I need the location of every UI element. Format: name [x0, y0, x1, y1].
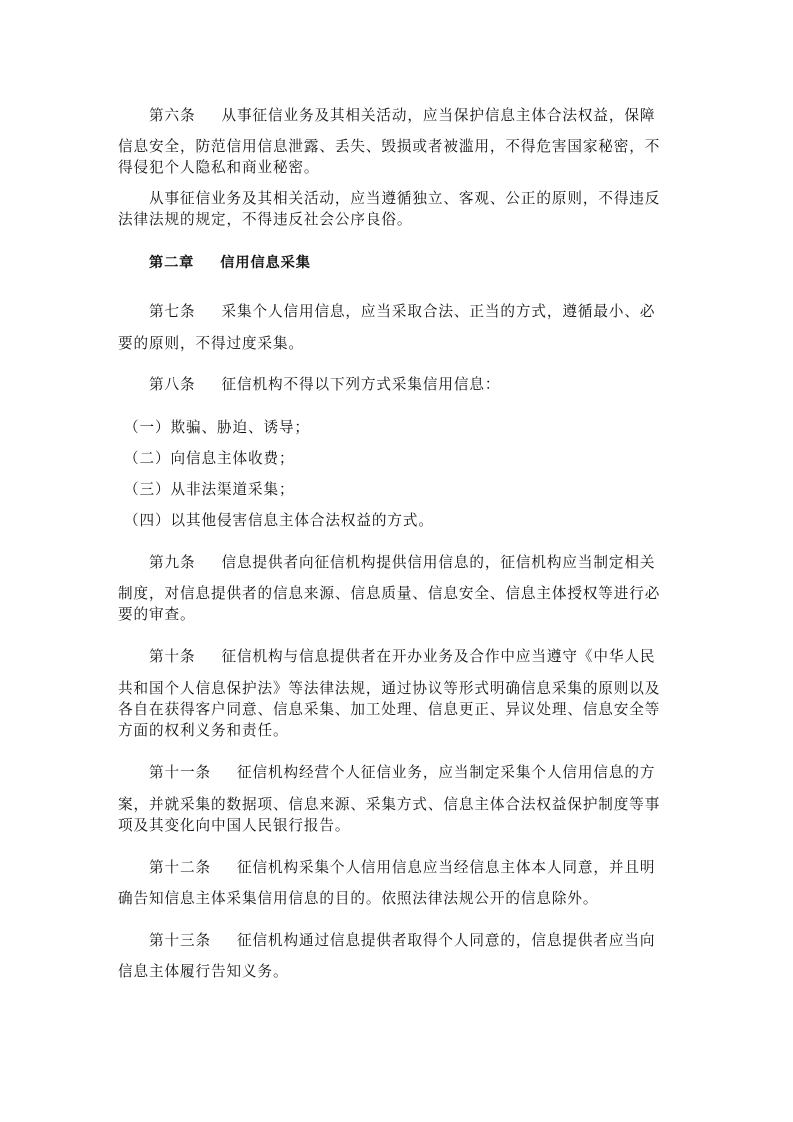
article-10-line-3: 各自在获得客户同意、信息采集、加工处理、信息更正、异议处理、信息安全等: [118, 701, 661, 718]
article-13-line-1: [149, 931, 709, 951]
article-text: 征信机构通过信息提供者取得个人同意的，信息提供者应当向: [236, 932, 656, 949]
article-10-line-2: 共和国个人信息保护法》等法律法规，通过协议等形式明确信息采集的原则以及: [118, 680, 661, 697]
article-9-line-1: [149, 553, 709, 573]
article-11-line-2: 案，并就采集的数据项、信息来源、采集方式、信息主体合法权益保护制度等事: [118, 796, 661, 813]
article-label: 第六条: [149, 107, 196, 124]
article-10-line-1: [149, 647, 709, 667]
article-6-para-2-line-2: 法律法规的规定，不得违反社会公序良俗。: [118, 211, 413, 228]
article-6-para-2-line-1: 从事征信业务及其相关活动，应当遵循独立、客观、公正的原则，不得违反: [149, 190, 661, 207]
article-text: 征信机构采集个人信用信息应当经信息主体本人同意，并且明: [236, 859, 656, 876]
article-7-line-1: [149, 302, 709, 322]
chapter-heading: [149, 253, 709, 273]
article-label: 第十三条: [149, 932, 211, 949]
article-12-line-1: [149, 858, 709, 878]
article-label: 第八条: [149, 376, 196, 393]
list-item: （一）欺骗、胁迫、诱导；: [124, 419, 310, 436]
article-label: 第十条: [149, 648, 196, 665]
article-11-line-1: [149, 763, 709, 783]
article-10-line-4: 方面的权利义务和责任。: [118, 722, 289, 739]
article-13-line-2: 信息主体履行告知义务。: [118, 963, 289, 980]
article-6-line-1: [149, 106, 709, 126]
chapter-title: 信用信息采集: [220, 255, 311, 271]
article-6-line-2: 信息安全，防范信用信息泄露、丢失、毁损或者被滥用，不得危害国家秘密，不: [118, 138, 661, 155]
article-text: 信息提供者向征信机构提供信用信息的，征信机构应当制定相关: [221, 554, 656, 571]
article-9-line-2: 制度，对信息提供者的信息来源、信息质量、信息安全、信息主体授权等进行必: [118, 585, 661, 602]
article-text: 采集个人信用信息，应当采取合法、正当的方式，遵循最小、必: [221, 303, 656, 320]
article-text: 征信机构不得以下列方式采集信用信息：: [221, 376, 501, 393]
article-7-line-2: 要的原则，不得过度采集。: [118, 335, 304, 352]
article-11-line-3: 项及其变化向中国人民银行报告。: [118, 817, 351, 834]
list-item: （二）向信息主体收费；: [124, 450, 295, 467]
article-text: 征信机构与信息提供者在开办业务及合作中应当遵守《中华人民: [221, 648, 656, 665]
article-6-line-3: 得侵犯个人隐私和商业秘密。: [118, 159, 320, 176]
article-text: 从事征信业务及其相关活动，应当保护信息主体合法权益，保障: [221, 107, 656, 124]
article-9-line-3: 要的审查。: [118, 606, 196, 623]
article-label: 第十一条: [149, 764, 211, 781]
article-text: 征信机构经营个人征信业务，应当制定采集个人信用信息的方: [236, 764, 656, 781]
article-8-line-1: [149, 375, 709, 395]
list-item: （三）从非法渠道采集；: [124, 481, 295, 498]
article-label: 第九条: [149, 554, 196, 571]
article-12-line-2: 确告知信息主体采集信用信息的目的。依照法律法规公开的信息除外。: [118, 890, 599, 907]
chapter-label: 第二章: [149, 255, 195, 271]
article-label: 第七条: [149, 303, 196, 320]
list-item: （四）以其他侵害信息主体合法权益的方式。: [124, 512, 434, 529]
article-label: 第十二条: [149, 859, 211, 876]
